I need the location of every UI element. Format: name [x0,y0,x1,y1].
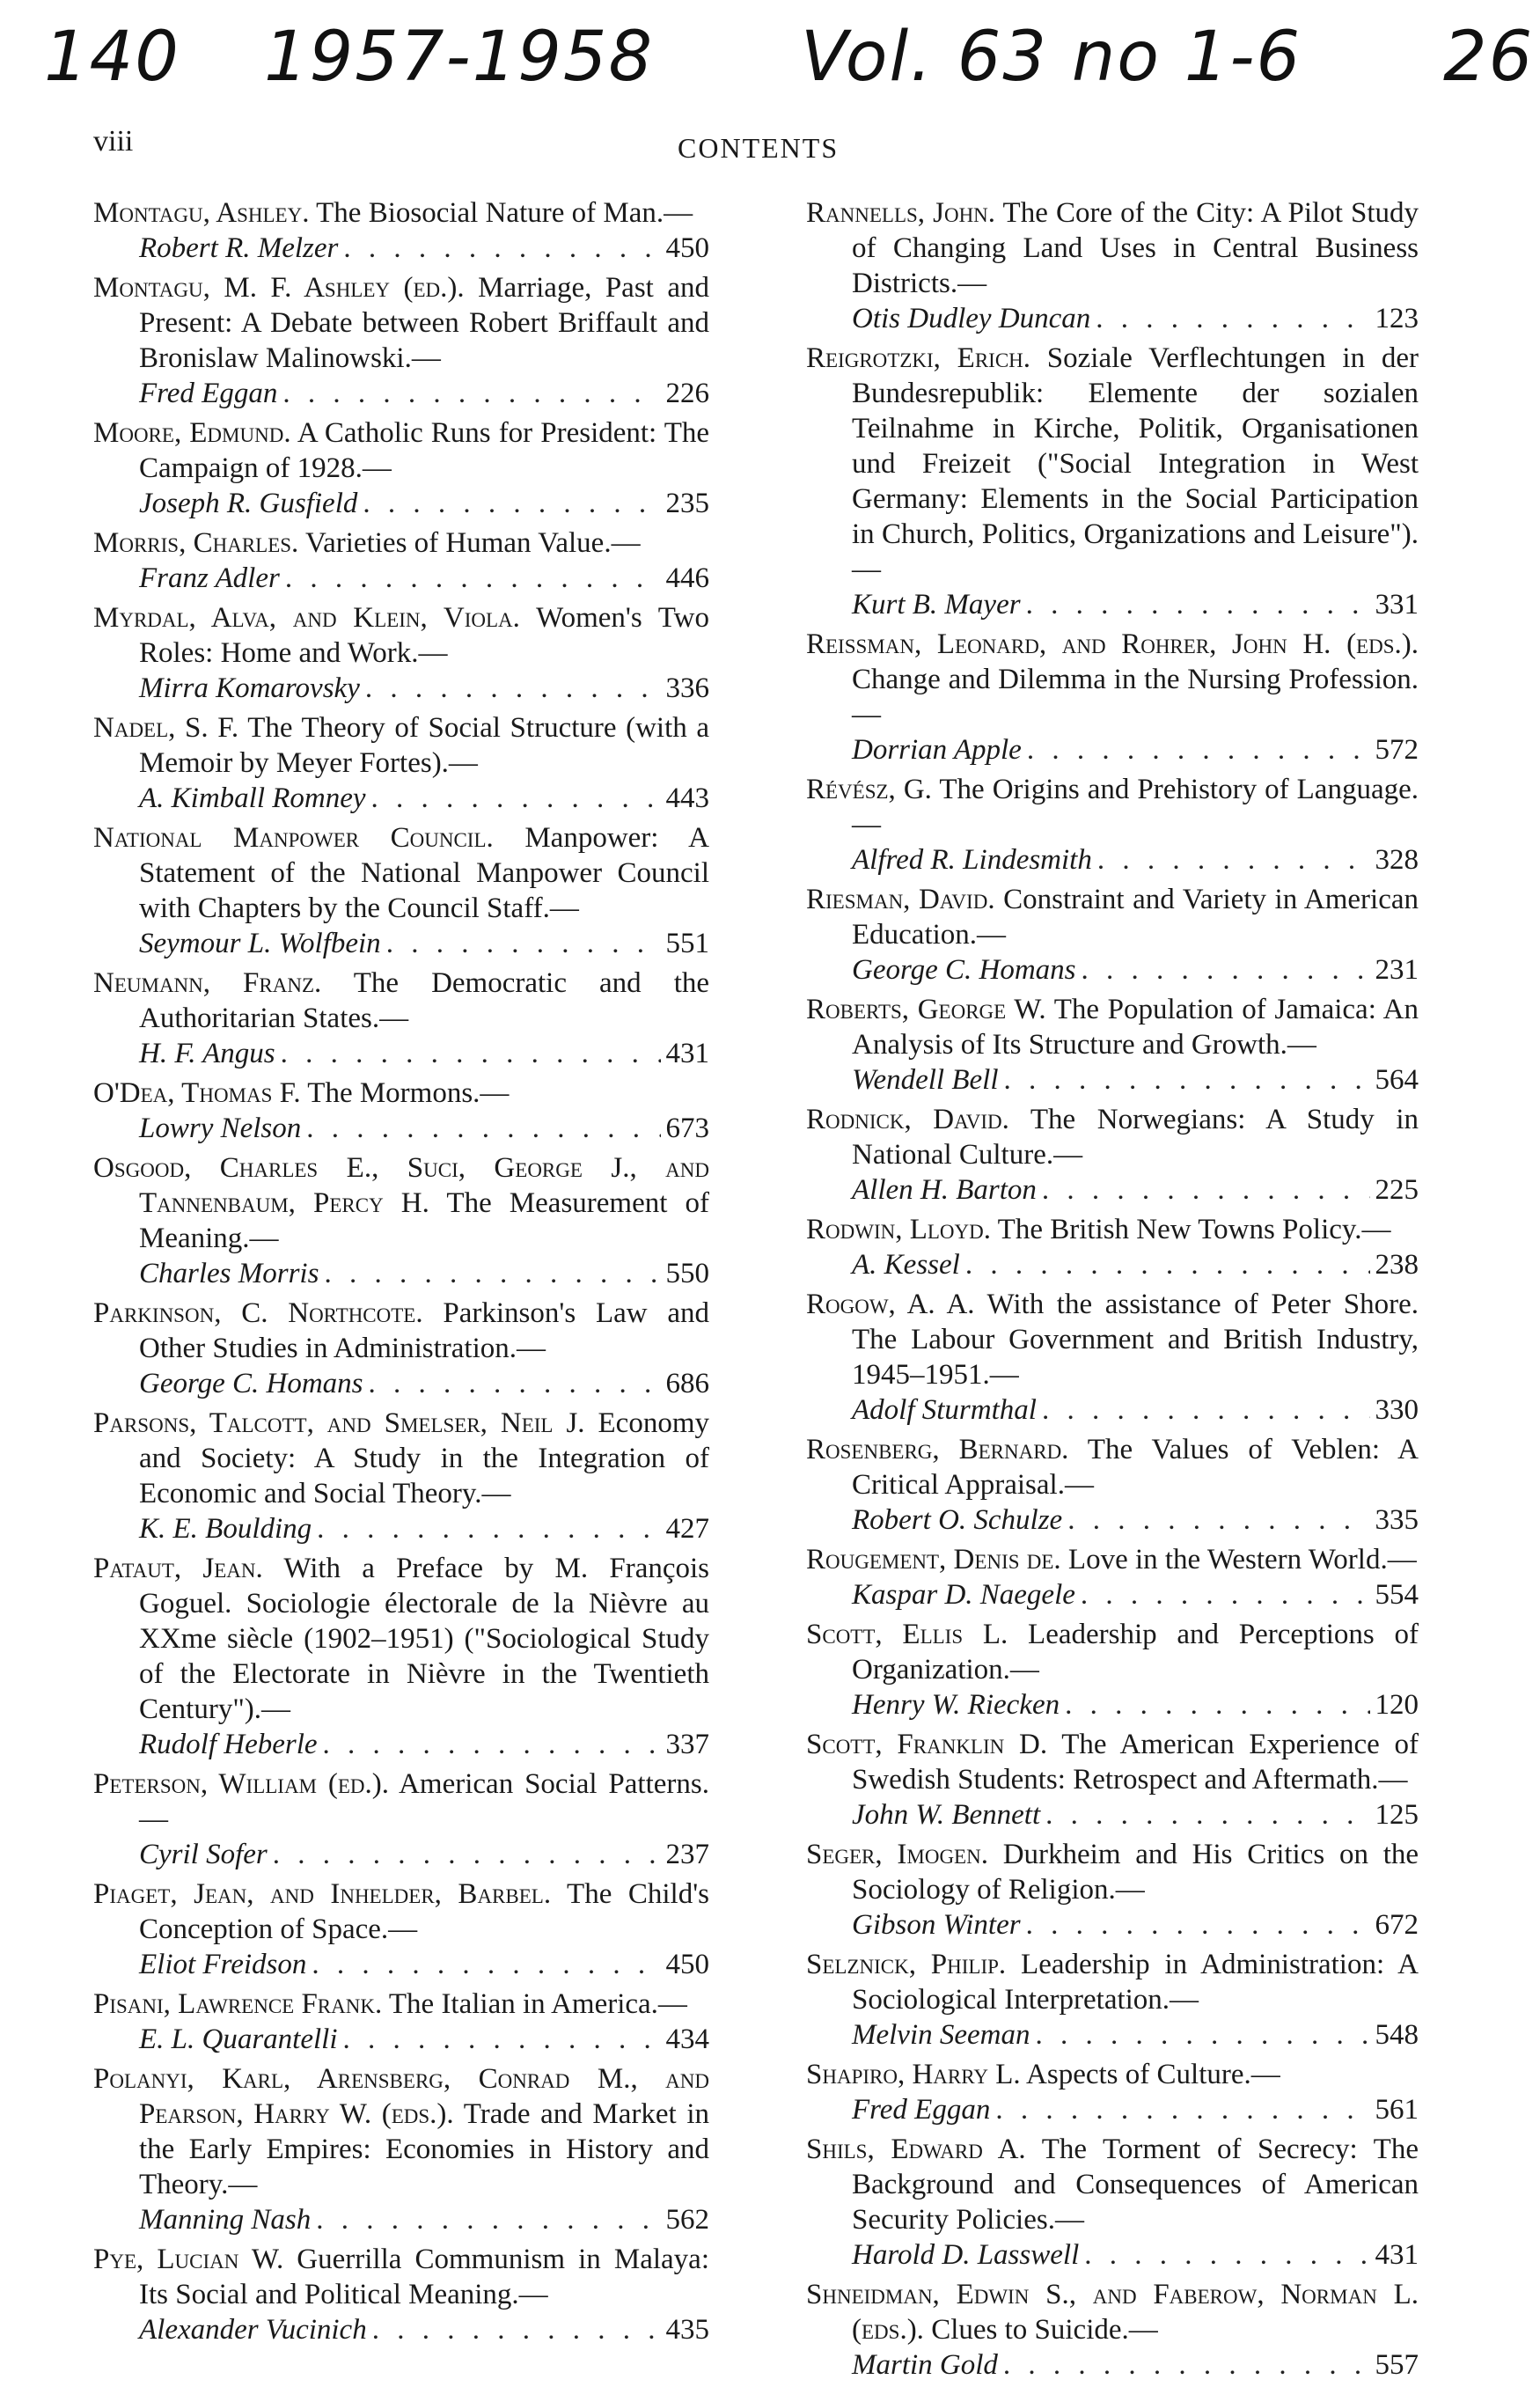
contents-entry [93,820,709,961]
entry-reference [139,561,709,596]
entry-title: A Catholic Runs for President: The Campaign of 1928.— [139,417,709,484]
contents-entry [93,1551,709,1762]
entry-title: The Norwegians: A Study in National Culture.— [852,1104,1419,1171]
entry-reviewer: H. F. Angus [139,1038,275,1069]
entry-title: Leadership in Administration: A Sociological Interpretation.— [852,1949,1419,2016]
entry-reviewer: Alfred R. Lindesmith [852,844,1092,876]
dot-leader [995,2092,1369,2127]
entry-author: Nadel, S. F. [93,712,239,744]
entry-reference [139,1111,709,1146]
entry-title: Leadership and Perceptions of Organization.— [852,1619,1419,1686]
entry-author: Rosenberg, Bernard. [806,1434,1069,1465]
entry-reference [852,1247,1419,1282]
entry-reviewer: Allen H. Barton [852,1174,1037,1206]
dot-leader [1065,1687,1369,1722]
entry-author: Neumann, Franz. [93,967,322,999]
entry-author: Piaget, Jean, and Inhelder, Barbel. [93,1878,552,1910]
dot-leader [1036,2017,1370,2053]
contents-entry [806,2277,1419,2383]
contents-column-left [93,195,709,2352]
entry-reviewer: Martin Gold [852,2349,998,2381]
entry-title: The Biosocial Nature of Man.— [316,197,693,229]
entry-page-number: 686 [665,1368,709,1399]
entry-title: With the assistance of Peter Shore. The Labour Government and British Industry, 1945–1951.— [852,1289,1419,1391]
entry-title: The British New Towns Policy.— [997,1214,1391,1245]
handwritten-volume: Vol. 63 no 1-6 [801,18,1302,97]
entry-page-number: 572 [1375,734,1419,766]
contents-entry [806,1727,1419,1832]
entry-reference [139,1366,709,1401]
entry-page-number: 237 [665,1839,709,1870]
entry-page-number: 562 [665,2204,709,2236]
entry-author: Riesman, David. [806,884,995,915]
contents-entry [806,1102,1419,1208]
entry-reference [852,1062,1419,1098]
entry-title: The Population of Jamaica: An Analysis of Its Structure and Growth.— [852,994,1419,1061]
entry-page-number: 443 [665,782,709,814]
dot-leader [1003,2347,1370,2383]
contents-entry [93,710,709,816]
contents-entry [806,1432,1419,1538]
entry-reviewer: Rudolf Heberle [139,1729,318,1760]
entry-reference [852,1577,1419,1612]
entry-title: Durkheim and His Critics on the Sociology of Religion.— [852,1839,1419,1906]
contents-entry [93,1877,709,1982]
entry-page-number: 431 [665,1038,709,1069]
entry-author: Montagu, Ashley. [93,197,310,229]
dot-leader [1026,587,1370,622]
dot-leader [343,231,660,266]
entry-page-number: 331 [1375,589,1419,621]
entry-author: Rannells, John. [806,197,996,229]
entry-author: Pisani, Lawrence Frank. [93,1988,383,2020]
contents-entry [93,1987,709,2057]
entry-reference [852,1687,1419,1722]
page-number: viii [93,125,134,158]
entry-reviewer: Kurt B. Mayer [852,589,1021,621]
entry-reference [139,1727,709,1762]
entry-author: Parsons, Talcott, and Smelser, Neil J. [93,1407,585,1439]
contents-entry [806,1837,1419,1943]
entry-title: The Italian in America.— [388,1988,687,2020]
entry-reference [139,486,709,521]
dot-leader [363,486,660,521]
entry-reviewer: K. E. Boulding [139,1513,312,1545]
contents-entry [93,1150,709,1291]
dot-leader [317,1511,660,1546]
entry-reference [852,1392,1419,1428]
entry-reference [852,1907,1419,1943]
contents-entry [93,1406,709,1546]
dot-leader [1081,1577,1370,1612]
dot-leader [1096,301,1369,336]
dot-leader [1097,842,1370,878]
entry-page-number: 434 [665,2023,709,2055]
entry-title: The Child's Conception of Space.— [139,1878,709,1945]
entry-reference [139,1036,709,1071]
entry-page-number: 225 [1375,1174,1419,1206]
entry-author: Seger, Imogen. [806,1839,988,1870]
entry-page-number: 328 [1375,844,1419,876]
entry-page-number: 450 [665,1949,709,1980]
entry-reference [852,2017,1419,2053]
entry-page-number: 431 [1375,2239,1419,2271]
entry-reviewer: A. Kimball Romney [139,782,366,814]
entry-author: Parkinson, C. Northcote. [93,1297,423,1329]
entry-title: The American Experience of Swedish Students: Retrospect and Aftermath.— [852,1729,1419,1796]
entry-reviewer: Fred Eggan [139,378,278,409]
entry-author: O'Dea, Thomas F. [93,1077,301,1109]
dot-leader [386,926,661,961]
dot-leader [365,671,661,706]
entry-reviewer: John W. Bennett [852,1799,1041,1831]
entry-author: Shapiro, Harry L. [806,2059,1021,2090]
entry-title: Marriage, Past and Present: A Debate between Robert Briffault and Bronislaw Malinowski.— [139,272,709,374]
entry-reference [852,2237,1419,2273]
entry-reviewer: Lowry Nelson [139,1113,302,1144]
dot-leader [1084,2237,1369,2273]
entry-title: The Mormons.— [307,1077,510,1109]
entry-reviewer: Otis Dudley Duncan [852,303,1091,334]
dot-leader [316,2202,660,2237]
entry-reviewer: Adolf Sturmthal [852,1394,1037,1426]
dot-leader [312,1947,660,1982]
entry-reviewer: Robert R. Melzer [139,232,339,264]
entry-reference [139,926,709,961]
entry-reviewer: George C. Homans [852,954,1076,986]
entry-page-number: 427 [665,1513,709,1545]
entry-page-number: 120 [1375,1689,1419,1721]
entry-page-number: 554 [1375,1579,1419,1611]
entry-author: National Manpower Council. [93,822,494,854]
entry-reference [139,2202,709,2237]
entry-reference [852,2092,1419,2127]
entry-title: Clues to Suicide.— [931,2314,1158,2346]
dot-leader [1067,1502,1369,1538]
entry-reviewer: Manning Nash [139,2204,312,2236]
contents-entry [806,1287,1419,1428]
contents-entry [93,415,709,521]
dot-leader [1042,1172,1370,1208]
entry-page-number: 238 [1375,1249,1419,1281]
contents-entry [806,1542,1419,1612]
entry-title: The Core of the City: A Pilot Study of Changing Land Uses in Central Business Districts.— [852,197,1419,299]
dot-leader [324,1256,660,1291]
dot-leader [372,2312,661,2347]
contents-entry [93,966,709,1071]
entry-title: Love in the Western World.— [1067,1544,1417,1575]
dot-leader [323,1727,661,1762]
entry-page-number: 548 [1375,2019,1419,2051]
entry-author: Myrdal, Alva, and Klein, Viola. [93,602,520,634]
entry-page-number: 557 [1375,2349,1419,2381]
contents-entry [93,1766,709,1872]
entry-author: Pataut, Jean. [93,1553,263,1584]
entry-reviewer: Fred Eggan [852,2094,991,2126]
contents-entry [93,2242,709,2347]
entry-page-number: 551 [665,928,709,959]
entry-author: Rougement, Denis de. [806,1544,1061,1575]
entry-reviewer: Franz Adler [139,562,280,594]
entry-author: Pye, Lucian W. [93,2244,284,2275]
entry-page-number: 125 [1375,1799,1419,1831]
page-title: CONTENTS [678,132,840,164]
contents-entry [806,1212,1419,1282]
entry-author: Moore, Edmund. [93,417,291,449]
entry-title: The Democratic and the Authoritarian States.— [139,967,710,1034]
dot-leader [281,1036,661,1071]
entry-page-number: 336 [665,672,709,704]
entry-title: Guerrilla Communism in Malaya: Its Social and Political Meaning.— [139,2244,709,2310]
entry-page-number: 450 [665,232,709,264]
contents-entry [93,2061,709,2237]
entry-reviewer: Kaspar D. Naegele [852,1579,1075,1611]
entry-reference [852,952,1419,988]
contents-entry [806,882,1419,988]
entry-reviewer: Melvin Seeman [852,2019,1030,2051]
handwritten-years: 1957-1958 [264,18,655,97]
entry-author: Rodnick, David. [806,1104,1009,1135]
contents-entry [93,270,709,411]
entry-reviewer: Alexander Vucinich [139,2314,367,2346]
entry-page-number: 123 [1375,303,1419,334]
entry-reference [139,2022,709,2057]
entry-reference [139,2312,709,2347]
contents-entry [93,1076,709,1146]
entry-reviewer: Mirra Komarovsky [139,672,360,704]
entry-page-number: 235 [665,488,709,519]
contents-entry [93,195,709,266]
dot-leader [306,1111,660,1146]
entry-reference [852,1172,1419,1208]
entry-page-number: 550 [665,1258,709,1289]
entry-title: With a Preface by M. François Goguel. Sociologie électorale de la Nièvre au XXme siècle (1902–1951) ("Sociological Study of the Electorate in Nièvre in the Twentieth Century").— [139,1553,709,1725]
entry-reviewer: Gibson Winter [852,1909,1021,1941]
entry-title: Soziale Verflechtungen in der Bundesrepublik: Elemente der sozialen Teilnahme in Kirche, Politik, Organisationen und Freizeit ("Social Integration in West Germany: Elements in the Social Participation in Church, Politics, Organizations and Leisure").— [852,342,1419,585]
entry-author: Shneidman, Edwin S., and Faberow, Norman L. (eds.). [806,2279,1419,2346]
entry-reference [852,1797,1419,1832]
dot-leader [282,376,660,411]
dot-leader [1042,1392,1370,1428]
entry-page-number: 226 [665,378,709,409]
entry-reference [139,231,709,266]
entry-reviewer: Henry W. Riecken [852,1689,1060,1721]
entry-reviewer: Harold D. Lasswell [852,2239,1080,2271]
entry-page-number: 231 [1375,954,1419,986]
entry-reviewer: E. L. Quarantelli [139,2023,338,2055]
entry-reviewer: Robert O. Schulze [852,1504,1063,1536]
entry-title: American Social Patterns.— [139,1768,709,1835]
entry-page-number: 672 [1375,1909,1419,1941]
dot-leader [371,781,661,816]
dot-leader [1027,732,1370,768]
entry-reference [139,1256,709,1291]
entry-title: The Torment of Secrecy: The Background and Consequences of American Security Policies.— [852,2134,1419,2236]
entry-author: Morris, Charles. [93,527,299,559]
entry-page-number: 435 [665,2314,709,2346]
entry-title: The Origins and Prehistory of Language.— [852,774,1419,841]
contents-entry [93,600,709,706]
entry-author: Reigrotzki, Erich. [806,342,1031,374]
entry-reference [139,1511,709,1546]
entry-reference [139,671,709,706]
dot-leader [1082,952,1370,988]
entry-title: Change and Dilemma in the Nursing Profession.— [852,664,1419,731]
entry-page-number: 337 [665,1729,709,1760]
entry-author: Rogow, A. A. [806,1289,975,1320]
entry-reviewer: George C. Homans [139,1368,363,1399]
contents-entry [806,992,1419,1098]
entry-reviewer: Dorrian Apple [852,734,1022,766]
contents-entry [806,627,1419,768]
entry-title: Constraint and Variety in American Education.— [852,884,1419,951]
contents-entry [806,1617,1419,1722]
dot-leader [965,1247,1370,1282]
entry-author: Selznick, Philip. [806,1949,1007,1980]
handwritten-call-number: 140 [44,18,180,97]
entry-reviewer: Joseph R. Gusfield [139,488,358,519]
entry-reference [139,1947,709,1982]
entry-reference [139,376,709,411]
entry-reference [852,2347,1419,2383]
entry-page-number: 335 [1375,1504,1419,1536]
contents-entry [806,2132,1419,2273]
entry-author: Peterson, William (ed.). [93,1768,390,1800]
entry-author: Polanyi, Karl, Arensberg, Conrad M., and Pearson, Harry W. (eds.). [93,2063,709,2130]
handwritten-mark: 26 [1443,18,1535,97]
entry-reviewer: Cyril Sofer [139,1839,268,1870]
contents-column-right [806,195,1419,2387]
dot-leader [1026,1907,1370,1943]
entry-title: Varieties of Human Value.— [304,527,641,559]
entry-reviewer: Seymour L. Wolfbein [139,928,381,959]
handwritten-annotation [44,18,1535,114]
entry-author: Osgood, Charles E., Suci, George J., and Tannenbaum, Percy H. [93,1152,709,1219]
entry-reviewer: Charles Morris [139,1258,319,1289]
entry-reviewer: Wendell Bell [852,1064,999,1096]
entry-author: Scott, Franklin D. [806,1729,1048,1760]
entry-page-number: 330 [1375,1394,1419,1426]
entry-author: Révész, G. [806,774,932,805]
entry-title: Manpower: A Statement of the National Manpower Council with Chapters by the Council Staff.— [139,822,710,924]
contents-entry [806,772,1419,878]
entry-title: Trade and Market in the Early Empires: Economies in History and Theory.— [139,2098,710,2200]
entry-title: The Theory of Social Structure (with a Memoir by Meyer Fortes).— [139,712,710,779]
entry-title: The Values of Veblen: A Critical Appraisal.— [852,1434,1419,1501]
entry-page-number: 446 [665,562,709,594]
entry-page-number: 673 [665,1113,709,1144]
entry-author: Reissman, Leonard, and Rohrer, John H. (eds.). [806,628,1419,660]
entry-author: Shils, Edward A. [806,2134,1026,2165]
entry-reviewer: A. Kessel [852,1249,960,1281]
contents-entry [93,525,709,596]
entry-page-number: 564 [1375,1064,1419,1096]
entry-author: Montagu, M. F. Ashley (ed.). [93,272,465,304]
entry-title: Economy and Society: A Study in the Integration of Economic and Social Theory.— [139,1407,709,1509]
entry-author: Rodwin, Lloyd. [806,1214,991,1245]
entry-title: Women's Two Roles: Home and Work.— [139,602,709,669]
contents-entry [806,1947,1419,2053]
dot-leader [369,1366,661,1401]
dot-leader [273,1837,661,1872]
contents-entry [806,2057,1419,2127]
entry-reviewer: Eliot Freidson [139,1949,307,1980]
contents-entry [806,195,1419,336]
dot-leader [1045,1797,1369,1832]
entry-reference [852,1502,1419,1538]
dot-leader [1003,1062,1369,1098]
entry-reference [852,587,1419,622]
entry-title: The Measurement of Meaning.— [139,1187,709,1254]
entry-reference [139,1837,709,1872]
dot-leader [343,2022,661,2057]
entry-reference [139,781,709,816]
entry-author: Roberts, George W. [806,994,1046,1025]
entry-reference [852,842,1419,878]
entry-title: Aspects of Culture.— [1026,2059,1280,2090]
entry-reference [852,301,1419,336]
contents-entry [93,1296,709,1401]
entry-reference [852,732,1419,768]
entry-title: Parkinson's Law and Other Studies in Administration.— [139,1297,709,1364]
dot-leader [285,561,661,596]
contents-entry [806,341,1419,622]
entry-author: Scott, Ellis L. [806,1619,1008,1650]
entry-page-number: 561 [1375,2094,1419,2126]
